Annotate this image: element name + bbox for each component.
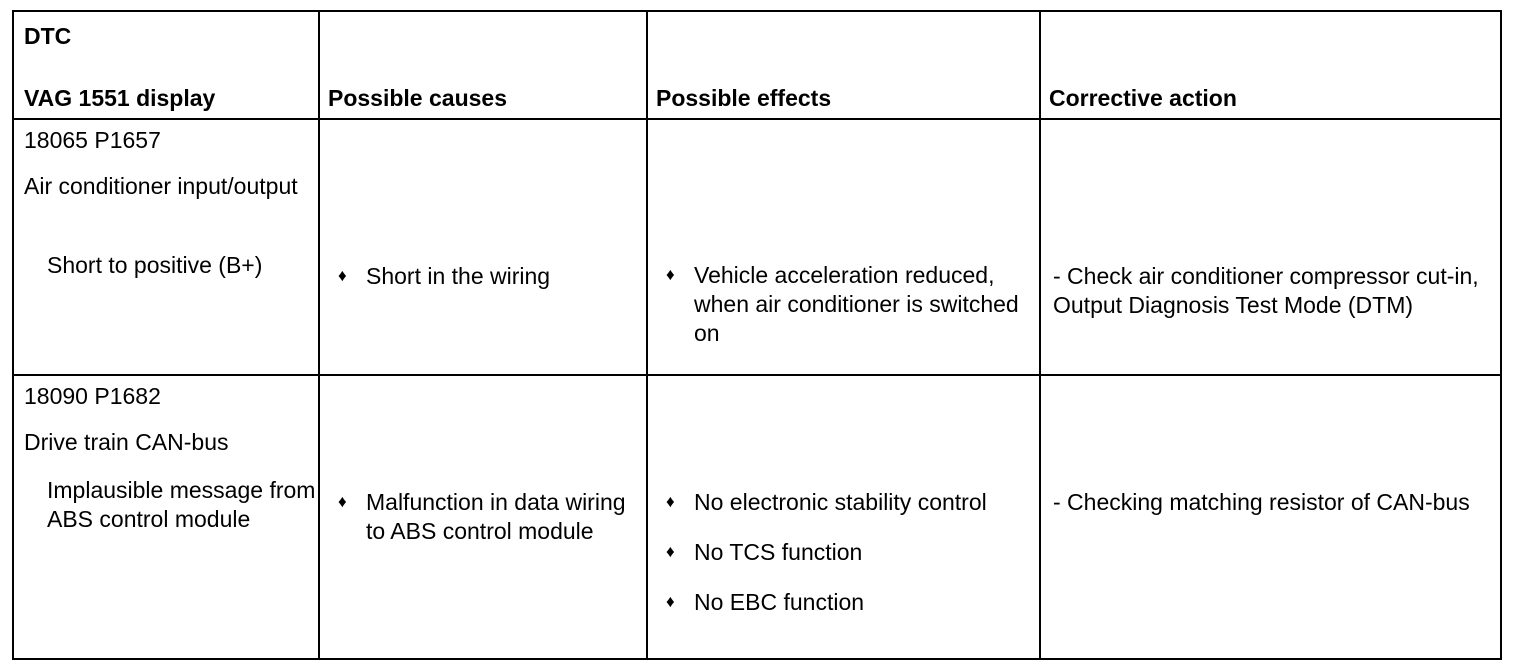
- list-item: [648, 538, 1039, 567]
- dtc-code: 18065 P1657: [24, 127, 161, 153]
- diamond-bullet-icon: ♦: [666, 592, 675, 611]
- effects-list: [648, 261, 1039, 369]
- list-item: [648, 588, 1039, 617]
- table-header-row: [13, 11, 1501, 119]
- effect-text: Vehicle acceleration reduced, when air conditioner is switched on: [694, 262, 1019, 346]
- header-vag-display-label: VAG 1551 display: [24, 85, 216, 111]
- effect-text: No EBC function: [694, 589, 865, 615]
- header-possible-causes: [319, 11, 647, 119]
- header-dtc-label: DTC: [24, 23, 72, 49]
- header-corrective-action: [1040, 11, 1501, 119]
- dtc-cell: [13, 375, 319, 659]
- diamond-bullet-icon: ♦: [666, 542, 675, 561]
- table-row: [13, 119, 1501, 375]
- header-possible-effects-label: Possible effects: [656, 85, 832, 111]
- list-item: [648, 488, 1039, 517]
- effect-text: No TCS function: [694, 539, 863, 565]
- dtc-condition: Short to positive (B+): [47, 252, 263, 278]
- dtc-table: [12, 10, 1502, 660]
- dtc-code: 18090 P1682: [24, 383, 161, 409]
- action-cell: [1040, 119, 1501, 375]
- cause-text: Short in the wiring: [366, 263, 551, 289]
- dtc-condition: Implausible message from ABS control module: [47, 477, 316, 532]
- list-item: [320, 262, 646, 291]
- dtc-cell: [13, 119, 319, 375]
- causes-list: [320, 488, 646, 567]
- table-row: [13, 375, 1501, 659]
- effect-text: No electronic stability control: [694, 489, 987, 515]
- header-dtc: [13, 11, 319, 119]
- corrective-action-text: - Check air conditioner compressor cut-in, Output Diagnosis Test Mode (DTM): [1053, 263, 1479, 318]
- causes-list: [320, 262, 646, 312]
- action-cell: [1040, 375, 1501, 659]
- diamond-bullet-icon: ♦: [666, 265, 675, 284]
- diamond-bullet-icon: ♦: [666, 492, 675, 511]
- diamond-bullet-icon: ♦: [338, 492, 347, 511]
- dtc-component: Drive train CAN-bus: [24, 429, 229, 455]
- header-possible-causes-label: Possible causes: [328, 85, 507, 111]
- causes-cell: [319, 375, 647, 659]
- causes-cell: [319, 119, 647, 375]
- corrective-action-text: - Checking matching resistor of CAN-bus: [1053, 489, 1470, 515]
- diamond-bullet-icon: ♦: [338, 266, 347, 285]
- effects-cell: [647, 375, 1040, 659]
- dtc-component: Air conditioner input/output: [24, 173, 298, 199]
- effects-cell: [647, 119, 1040, 375]
- list-item: [648, 261, 1039, 348]
- header-corrective-action-label: Corrective action: [1049, 85, 1237, 111]
- header-possible-effects: [647, 11, 1040, 119]
- cause-text: Malfunction in data wiring to ABS control module: [366, 489, 626, 544]
- list-item: [320, 488, 646, 546]
- effects-list: [648, 488, 1039, 638]
